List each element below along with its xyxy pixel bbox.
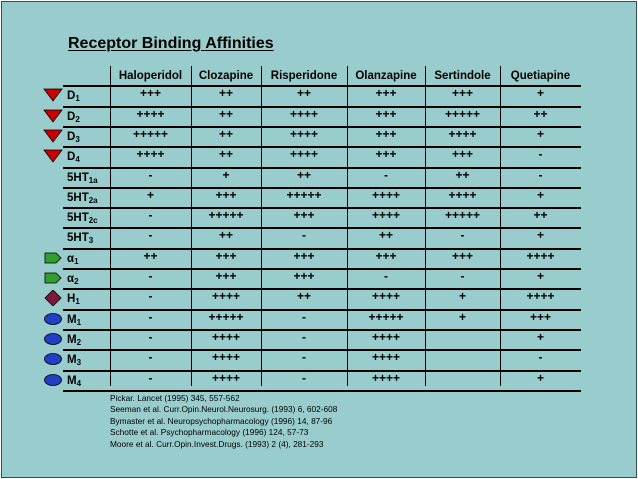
reference-line: Bymaster et al. Neuropsychopharmacology (1996) 14, 87-96 bbox=[110, 415, 333, 426]
slide-title: Receptor Binding Affinities bbox=[68, 35, 274, 52]
affinity-cell: ++ bbox=[455, 167, 470, 182]
receptor-subtype: 1 bbox=[74, 256, 79, 266]
reference-line: Schotte et al. Psychopharmacology (1996) 124, 57-73 bbox=[110, 427, 309, 438]
receptor-subtype: 4 bbox=[75, 155, 80, 165]
reference-line: Pickar. Lancet (1995) 345, 557-562 bbox=[110, 393, 240, 403]
receptor-name: H bbox=[67, 293, 76, 306]
affinity-cell: +++ bbox=[451, 248, 474, 263]
receptor-name: M bbox=[67, 354, 77, 367]
affinity-cell: - bbox=[148, 269, 153, 283]
affinity-cell: - bbox=[148, 329, 153, 344]
affinity-cell: ++ bbox=[218, 126, 233, 141]
affinity-cell: +++++ bbox=[444, 208, 481, 223]
affinity-cell: + bbox=[536, 86, 544, 101]
affinity-cell: ++++ bbox=[526, 289, 555, 304]
receptor-label bbox=[67, 350, 81, 370]
affinity-cell: ++++ bbox=[211, 289, 241, 304]
receptor-name: D bbox=[67, 90, 76, 103]
receptor-subtype: 2a bbox=[88, 195, 98, 205]
affinity-cell: +++ bbox=[451, 86, 474, 101]
receptor-subtype: 3 bbox=[76, 358, 82, 368]
affinity-cell: ++++ bbox=[211, 370, 241, 385]
affinity-cell: ++++ bbox=[289, 147, 319, 162]
affinity-cell: - bbox=[302, 228, 306, 243]
affinity-cell: ++++ bbox=[526, 248, 555, 263]
triangle-down-icon bbox=[43, 128, 63, 144]
affinity-cell: +++ bbox=[215, 269, 237, 283]
affinity-cell: + bbox=[536, 126, 544, 141]
affinity-cell: ++ bbox=[296, 86, 311, 101]
affinity-cell: + bbox=[222, 167, 230, 182]
affinity-cell: +++ bbox=[451, 147, 474, 162]
reference-line: Moore et al. Curr.Opin.Invest.Drugs. (1993) 2 (4), 281-293 bbox=[110, 438, 324, 449]
affinity-cell: +++++ bbox=[368, 309, 404, 324]
receptor-label bbox=[67, 289, 80, 309]
affinity-cell: ++ bbox=[218, 86, 233, 101]
diamond-icon bbox=[43, 290, 63, 306]
affinity-cell: - bbox=[148, 228, 153, 243]
affinity-cell: +++ bbox=[375, 126, 397, 141]
affinity-cell: +++ bbox=[375, 248, 397, 263]
affinity-cell: ++++ bbox=[136, 147, 165, 162]
column-header: Haloperidol bbox=[118, 70, 183, 82]
receptor-name: 5HT bbox=[67, 171, 89, 184]
affinity-cell: + bbox=[458, 289, 466, 304]
receptor-label bbox=[67, 310, 81, 330]
affinity-cell: ++++ bbox=[371, 329, 401, 344]
receptor-label bbox=[67, 228, 93, 248]
receptor-subtype: 1 bbox=[76, 317, 82, 327]
affinity-cell: - bbox=[148, 208, 153, 223]
affinity-cell: ++++ bbox=[448, 187, 477, 202]
affinity-cell: +++++ bbox=[208, 309, 244, 324]
affinity-cell bbox=[425, 347, 500, 367]
affinity-cell: + bbox=[536, 329, 544, 344]
affinity-cell: ++++ bbox=[371, 187, 401, 202]
affinity-cell: - bbox=[538, 147, 543, 162]
receptor-name: D bbox=[67, 151, 76, 164]
slide bbox=[1, 1, 637, 478]
receptor-name: α bbox=[67, 273, 75, 285]
affinity-cell: - bbox=[302, 329, 306, 344]
receptor-label bbox=[67, 107, 80, 127]
affinity-cell: ++ bbox=[296, 289, 311, 304]
affinity-cell: + bbox=[536, 269, 544, 283]
receptor-subtype: 1 bbox=[75, 297, 80, 307]
reference-line: Seeman et al. Curr.Opin.Neurol.Neurosurg. (1993) 6, 602-608 bbox=[110, 404, 338, 415]
affinity-cell: ++ bbox=[533, 106, 548, 121]
affinity-cell: + bbox=[146, 187, 154, 202]
affinity-cell: +++ bbox=[375, 106, 397, 121]
pentagon-right-icon bbox=[43, 270, 63, 286]
affinity-cell: ++ bbox=[378, 228, 393, 243]
receptor-label bbox=[67, 86, 80, 106]
affinity-cell: ++ bbox=[218, 147, 233, 162]
receptor-name: 5HT bbox=[67, 191, 89, 204]
pentagon-right-icon bbox=[43, 250, 63, 266]
affinity-cell: +++ bbox=[139, 86, 162, 101]
affinity-cell: ++++ bbox=[289, 126, 319, 141]
receptor-name: M bbox=[67, 313, 77, 326]
column-header: Quetiapine bbox=[510, 70, 571, 82]
affinity-cell: - bbox=[148, 167, 153, 182]
affinity-cell: +++ bbox=[293, 208, 315, 223]
affinity-cell: + bbox=[458, 309, 466, 324]
triangle-down-icon bbox=[43, 87, 63, 103]
affinity-cell: ++ bbox=[143, 248, 158, 263]
receptor-subtype: 2c bbox=[88, 216, 98, 226]
affinity-cell: ++ bbox=[533, 208, 548, 223]
receptor-subtype: 3 bbox=[75, 134, 80, 144]
affinity-cell: ++++ bbox=[371, 289, 401, 304]
affinity-cell: - bbox=[148, 370, 153, 385]
receptor-name: M bbox=[67, 333, 77, 346]
affinity-cell: ++++ bbox=[371, 370, 401, 385]
row-divider bbox=[63, 390, 581, 392]
receptor-subtype: 2 bbox=[75, 114, 80, 124]
references bbox=[110, 393, 337, 450]
affinity-cell: +++ bbox=[375, 147, 397, 162]
triangle-down-icon bbox=[43, 108, 63, 124]
receptor-label bbox=[67, 330, 81, 350]
affinity-cell: - bbox=[302, 309, 306, 324]
affinity-cell: +++ bbox=[293, 248, 315, 263]
receptor-label bbox=[67, 147, 80, 167]
affinity-cell: - bbox=[148, 289, 153, 304]
affinity-cell: +++ bbox=[529, 309, 552, 324]
affinity-cell: + bbox=[536, 228, 544, 243]
affinity-cell: +++ bbox=[293, 269, 315, 283]
column-header: Sertindole bbox=[434, 70, 491, 82]
affinity-cell: - bbox=[460, 269, 465, 283]
affinity-cell: ++ bbox=[218, 228, 233, 243]
affinity-cell: +++ bbox=[215, 248, 237, 263]
affinity-cell: - bbox=[384, 167, 388, 182]
receptor-label bbox=[67, 208, 98, 228]
affinity-cell: ++++ bbox=[448, 126, 477, 141]
receptor-subtype: 2 bbox=[76, 337, 82, 347]
affinity-cell: - bbox=[148, 309, 153, 324]
receptor-label bbox=[67, 127, 80, 147]
affinity-cell: +++++ bbox=[208, 208, 244, 223]
column-header: Olanzapine bbox=[355, 70, 417, 82]
affinity-cell: +++++ bbox=[286, 187, 322, 202]
affinity-cell bbox=[425, 327, 500, 347]
receptor-subtype: 4 bbox=[76, 378, 82, 388]
receptor-subtype: 1 bbox=[75, 94, 80, 104]
receptor-label bbox=[67, 249, 79, 269]
receptor-name: 5HT bbox=[67, 232, 89, 245]
affinity-cell: + bbox=[536, 370, 544, 385]
affinity-cell: ++++ bbox=[371, 350, 401, 365]
receptor-label bbox=[67, 269, 79, 289]
affinity-cell: +++++ bbox=[444, 106, 481, 121]
affinity-cell: ++++ bbox=[289, 106, 319, 121]
affinity-cell: - bbox=[148, 350, 153, 365]
affinity-cell: - bbox=[460, 228, 465, 243]
receptor-name: D bbox=[67, 130, 76, 143]
ellipse-icon bbox=[43, 311, 63, 327]
triangle-down-icon bbox=[43, 148, 63, 164]
affinity-cell: ++ bbox=[218, 106, 233, 121]
affinity-cell: - bbox=[384, 269, 388, 283]
receptor-subtype: 1a bbox=[88, 175, 98, 185]
receptor-label bbox=[67, 188, 98, 208]
affinity-cell bbox=[425, 368, 500, 388]
affinity-cell: - bbox=[302, 370, 306, 385]
ellipse-icon bbox=[43, 372, 63, 388]
affinity-cell: +++ bbox=[375, 86, 397, 101]
affinity-cell: ++++ bbox=[136, 106, 165, 121]
affinity-cell: ++++ bbox=[211, 329, 241, 344]
affinity-cell: ++++ bbox=[371, 208, 401, 223]
receptor-subtype: 3 bbox=[88, 236, 94, 246]
receptor-subtype: 2 bbox=[74, 277, 79, 286]
affinity-cell: + bbox=[536, 187, 544, 202]
receptor-label bbox=[67, 371, 81, 391]
ellipse-icon bbox=[43, 331, 63, 347]
affinity-cell: +++ bbox=[215, 187, 237, 202]
column-header: Clozapine bbox=[198, 70, 254, 82]
receptor-name: M bbox=[67, 374, 77, 387]
affinity-cell: ++++ bbox=[211, 350, 241, 365]
affinity-cell: ++ bbox=[296, 167, 311, 182]
column-header: Risperidone bbox=[270, 70, 338, 82]
receptor-label bbox=[67, 168, 98, 188]
affinity-cell: +++++ bbox=[132, 126, 169, 141]
receptor-name: α bbox=[67, 252, 75, 265]
affinity-cell: - bbox=[538, 167, 543, 182]
receptor-name: D bbox=[67, 110, 76, 123]
receptor-name: 5HT bbox=[67, 212, 89, 225]
affinity-cell: - bbox=[302, 350, 306, 365]
ellipse-icon bbox=[43, 351, 63, 367]
receptor-table bbox=[63, 66, 581, 386]
affinity-cell: - bbox=[538, 350, 543, 365]
